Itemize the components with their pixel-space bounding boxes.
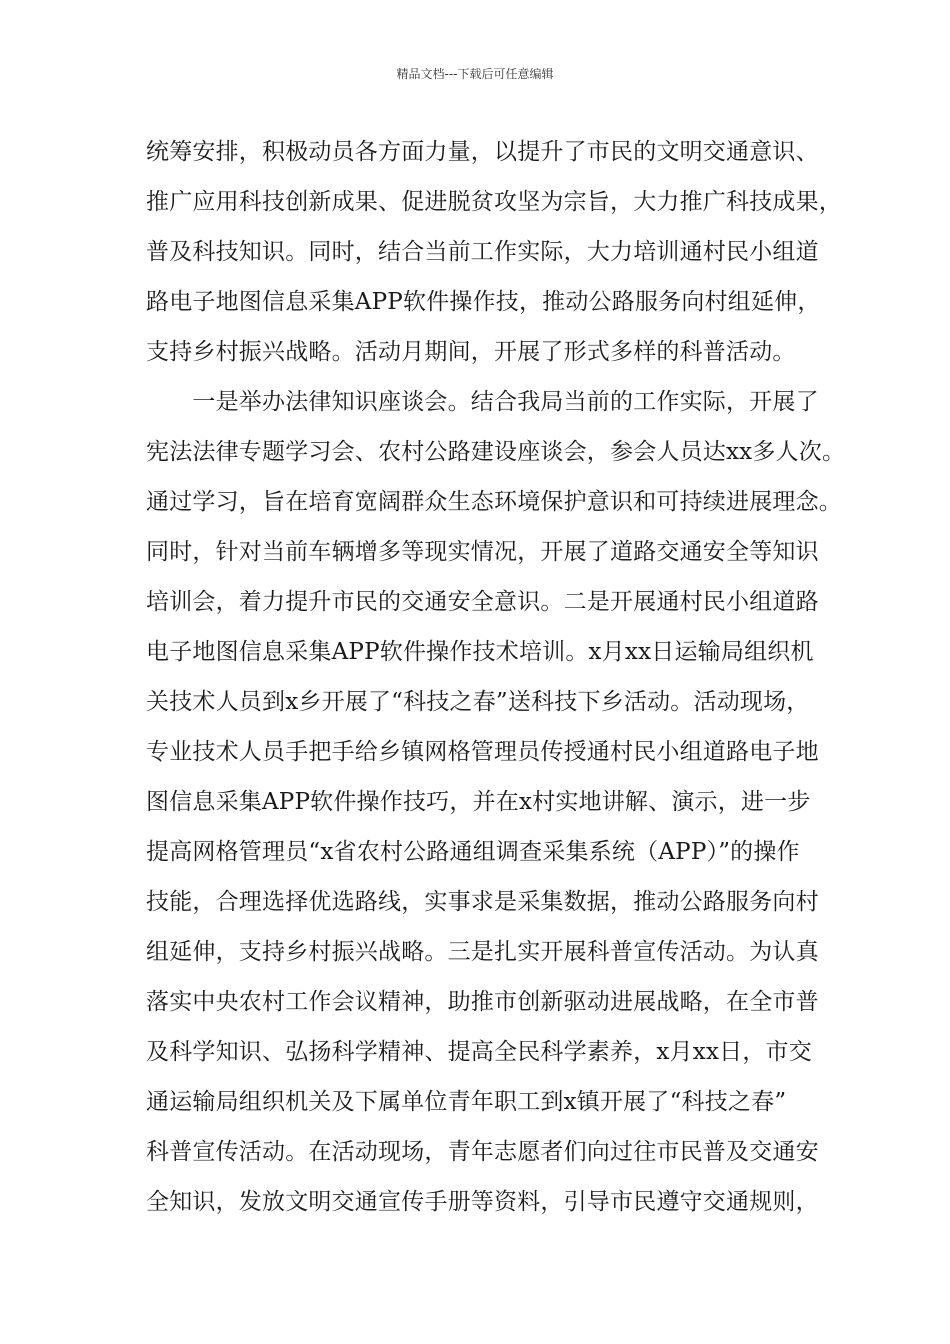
body-line: 培训会，着力提升市民的交通安全意识。二是开展通村民小组道路 [146, 589, 819, 615]
body-line: 统筹安排，积极动员各方面力量，以提升了市民的文明交通意识、 [146, 139, 819, 165]
body-line: 普及科技知识。同时，结合当前工作实际，大力培训通村民小组道 [146, 239, 819, 265]
body-line: 技能，合理选择优选路线，实事求是采集数据，推动公路服务向村 [146, 889, 819, 915]
body-line: 一是举办法律知识座谈会。结合我局当前的工作实际，开展了 [146, 389, 819, 415]
document-body [146, 127, 846, 1227]
body-line: 通过学习，旨在培育宽阔群众生态环境保护意识和可持续进展理念。 [146, 489, 842, 515]
page-header: 精品文档---下载后可任意编辑 [396, 67, 554, 81]
body-line: 同时，针对当前车辆增多等现实情况，开展了道路交通安全等知识 [146, 539, 819, 565]
body-line: 路电子地图信息采集APP软件操作技，推动公路服务向村组延伸， [146, 289, 821, 315]
body-line: 支持乡村振兴战略。活动月期间，开展了形式多样的科普活动。 [146, 339, 796, 365]
body-line: 落实中央农村工作会议精神，助推市创新驱动进展战略，在全市普 [146, 989, 819, 1015]
body-line: 关技术人员到x乡开展了“科技之春”送科技下乡活动。活动现场， [146, 689, 810, 715]
body-line: 宪法法律专题学习会、农村公路建设座谈会，参会人员达xx多人次。 [146, 439, 846, 465]
body-line: 及科学知识、弘扬科学精神、提高全民科学素养，x月xx日，市交 [146, 1039, 812, 1065]
body-line: 图信息采集APP软件操作技巧，并在x村实地讲解、演示，进一步 [146, 789, 811, 815]
body-line: 电子地图信息采集APP软件操作技术培训。x月xx日运输局组织机 [146, 639, 814, 665]
body-line: 专业技术人员手把手给乡镇网格管理员传授通村民小组道路电子地 [146, 739, 819, 765]
body-line: 通运输局组织机关及下属单位青年职工到x镇开展了“科技之春” [146, 1089, 787, 1115]
body-line: 全知识，发放文明交通宣传手册等资料，引导市民遵守交通规则， [146, 1189, 819, 1215]
body-line: 组延伸，支持乡村振兴战略。三是扎实开展科普宣传活动。为认真 [146, 939, 819, 965]
body-line: 科普宣传活动。在活动现场，青年志愿者们向过往市民普及交通安 [146, 1139, 819, 1165]
body-line: 提高网格管理员“x省农村公路通组调查采集系统（APP）”的操作 [146, 839, 800, 865]
body-line: 推广应用科技创新成果、促进脱贫攻坚为宗旨，大力推广科技成果， [146, 189, 842, 215]
